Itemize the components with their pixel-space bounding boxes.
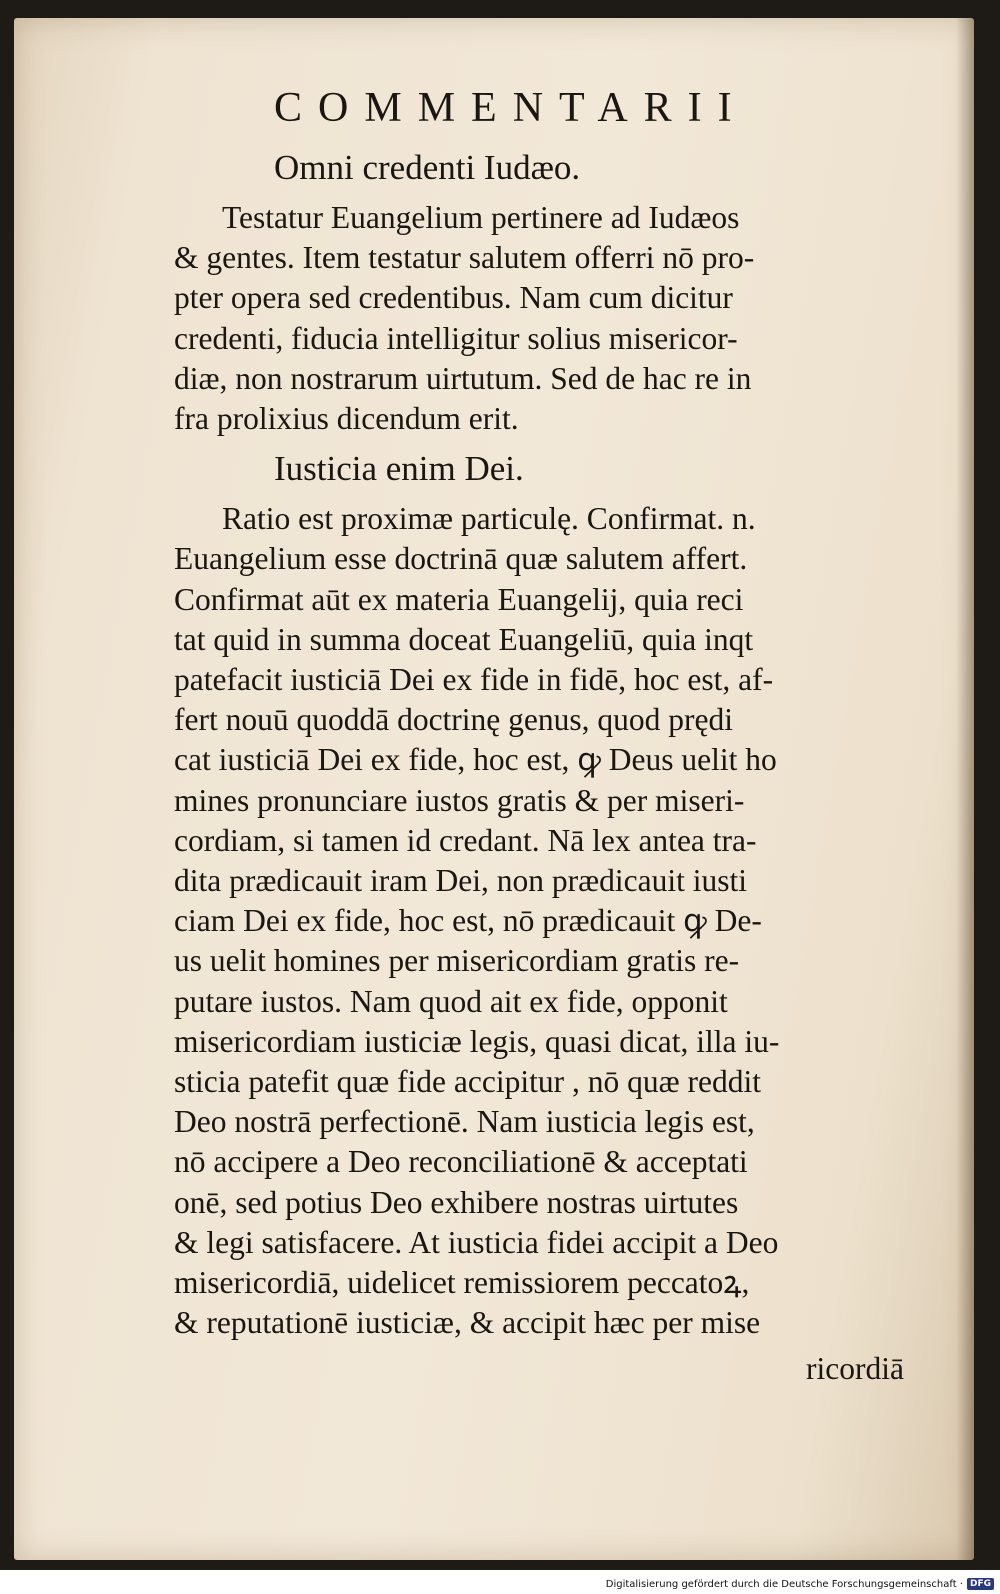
text-line: Euangelium esse doctrinā quæ salutem affert. — [174, 541, 748, 577]
text-line: ciam Dei ex fide, hoc est, nō prædicauit ꝙ De- — [174, 903, 762, 939]
running-head: COMMENTARII — [274, 85, 748, 131]
text-line: us uelit homines per misericordiam gratis re- — [174, 943, 740, 979]
lemma-heading-2: Iusticia enim Dei. — [274, 449, 524, 489]
book-page — [14, 18, 974, 1560]
text-line: sticia patefit quæ fide accipitur , nō quæ reddit — [174, 1064, 761, 1100]
text-line: diæ, non nostrarum uirtutum. Sed de hac re in — [174, 360, 752, 396]
text-line: pter opera sed credentibus. Nam cum dicitur — [174, 280, 733, 316]
text-line: Ratio est proximæ particulę. Confirmat. n. — [222, 501, 756, 537]
text-line: fra prolixius dicendum erit. — [174, 401, 519, 437]
text-line: tat quid in summa doceat Euangeliū, quia inqt — [174, 621, 754, 657]
lemma-heading-1: Omni credenti Iudæo. — [274, 148, 581, 187]
digitization-credit — [606, 1578, 994, 1590]
paragraph-2 — [174, 499, 914, 1343]
text-line: cat iusticiā Dei ex fide, hoc est, ꝙ Deus uelit ho — [174, 742, 777, 778]
dfg-logo: DFG — [967, 1578, 994, 1590]
paragraph-1 — [174, 198, 914, 439]
text-line: putare iustos. Nam quod ait ex fide, opponit — [174, 983, 728, 1019]
text-line: misericordiā, uidelicet remissiorem peccatoꝝ, — [174, 1265, 750, 1301]
text-line: misericordiam iusticiæ legis, quasi dicat, illa iu- — [174, 1023, 780, 1059]
text-line: mines pronunciare iustos gratis & per miseri- — [174, 782, 745, 818]
text-line: Deo nostrā perfectionē. Nam iusticia legis est, — [174, 1104, 755, 1140]
text-line: & reputationē iusticiæ, & accipit hæc per mise — [174, 1305, 761, 1341]
text-line: credenti, fiducia intelligitur solius misericor- — [174, 320, 738, 356]
text-line: Confirmat aūt ex materia Euangelij, quia reci — [174, 581, 744, 617]
credit-text: Digitalisierung gefördert durch die Deutsche Forschungsgemeinschaft · — [605, 1578, 963, 1590]
text-line: dita prædicauit iram Dei, non prædicauit iusti — [174, 863, 748, 899]
text-line: patefacit iusticiā Dei ex fide in fidē, hoc est, af- — [174, 662, 774, 698]
catchword: ricordiā — [806, 1351, 904, 1387]
text-line: fert nouū quoddā doctrinę genus, quod prędi — [174, 702, 733, 738]
text-line: onē, sed potius Deo exhibere nostras uirtutes — [174, 1184, 739, 1220]
page-spine-shadow — [956, 18, 974, 1560]
text-line: Testatur Euangelium pertinere ad Iudæos — [222, 200, 740, 235]
text-line: & gentes. Item testatur salutem offerri nō pro- — [174, 240, 755, 276]
text-line: cordiam, si tamen id credant. Nā lex antea tra- — [174, 822, 757, 858]
text-line: nō accipere a Deo reconciliationē & acceptati — [174, 1144, 748, 1180]
text-block — [174, 78, 914, 1389]
text-line: & legi satisfacere. At iusticia fidei accipit a Deo — [174, 1224, 779, 1260]
